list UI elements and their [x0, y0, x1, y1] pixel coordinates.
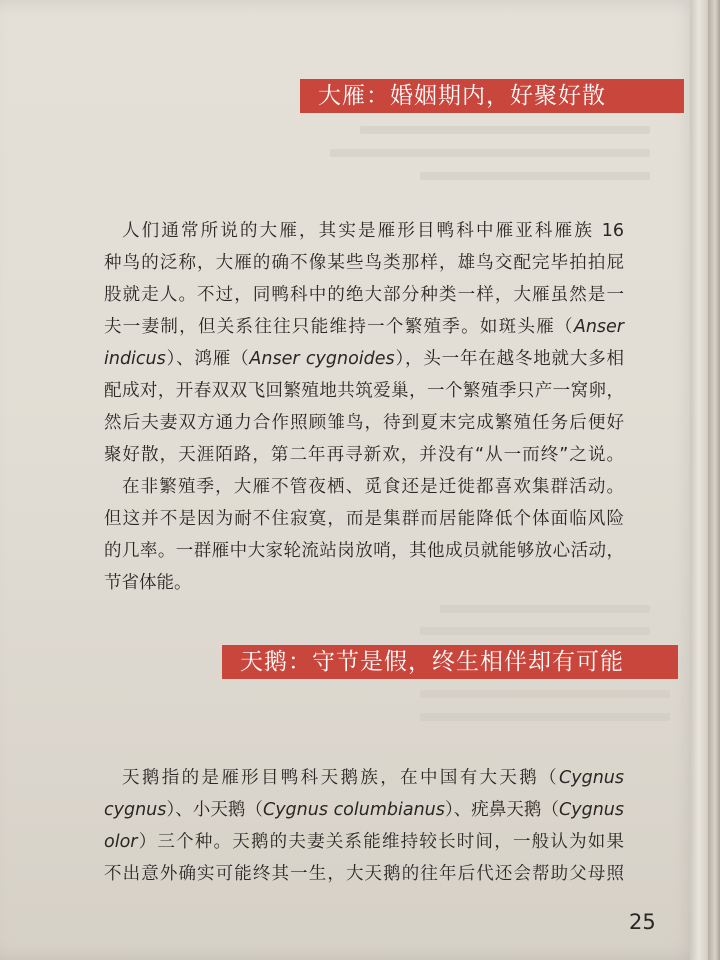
latin-name: Anser cygnoides [249, 349, 395, 369]
section-heading-wild-goose: 大雁：婚姻期内，好聚好散 [300, 79, 684, 113]
show-through-text [440, 605, 650, 613]
paragraph-line [104, 343, 624, 375]
text-run: ）、小天鹅（ [166, 800, 263, 820]
section-heading-swan: 天鹅：守节是假，终生相伴却有可能 [222, 645, 678, 679]
text-run: 天鹅指的是雁形目鸭科天鹅族，在中国有大天鹅（ [122, 768, 560, 788]
text-run: ）、疣鼻天鹅（ [444, 800, 560, 820]
paragraph-line [122, 762, 624, 794]
show-through-text [330, 149, 650, 157]
text-run: ）、鸿雁（ [165, 349, 250, 369]
show-through-text [420, 627, 650, 635]
paragraph-line: 节省体能。 [104, 573, 192, 593]
paragraph-line [104, 826, 624, 858]
show-through-text [420, 713, 670, 721]
latin-name: Cygnus [559, 768, 624, 788]
page-number: 25 [629, 910, 656, 934]
paragraph-line: 股就走人。不过，同鸭科中的绝大部分种类一样，大雁虽然是一 [104, 285, 624, 305]
latin-name: Anser [573, 317, 624, 337]
paragraph-line: 在非繁殖季，大雁不管夜栖、觅食还是迁徙都喜欢集群活动。 [122, 477, 624, 497]
show-through-text [420, 690, 670, 698]
page-edge-shadow [708, 0, 720, 960]
latin-name: Cygnus [559, 800, 624, 820]
paragraph-line: 聚好散，天涯陌路，第二年再寻新欢，并没有“从一而终”之说。 [104, 445, 624, 465]
show-through-text [420, 172, 650, 180]
text-run: ）三个种。天鹅的夫妻关系能维持较长时间，一般认为如果 [137, 832, 624, 852]
latin-name: olor [104, 832, 138, 852]
latin-name: cygnus [104, 800, 167, 820]
show-through-text [360, 126, 650, 134]
text-run: ），头一年在越冬地就大多相 [394, 349, 625, 369]
paragraph-line: 种鸟的泛称，大雁的确不像某些鸟类那样，雄鸟交配完毕拍拍屁 [104, 253, 624, 273]
paragraph-line: 但这并不是因为耐不住寂寞，而是集群而居能降低个体面临风险 [104, 509, 624, 529]
paragraph-line: 配成对，开春双双飞回繁殖地共筑爱巢，一个繁殖季只产一窝卵， [104, 381, 624, 401]
paragraph-line: 的几率。一群雁中大家轮流站岗放哨，其他成员就能够放心活动， [104, 541, 624, 561]
paragraph-line: 然后夫妻双方通力合作照顾雏鸟，待到夏末完成繁殖任务后便好 [104, 413, 624, 433]
paragraph-line [104, 311, 624, 343]
latin-name: Cygnus columbianus [262, 800, 445, 820]
text-run: 夫一妻制，但关系往往只能维持一个繁殖季。如斑头雁（ [104, 317, 574, 337]
paragraph-line: 人们通常所说的大雁，其实是雁形目鸭科中雁亚科雁族 16 [122, 221, 624, 241]
paragraph-line [104, 794, 624, 826]
paragraph-line: 不出意外确实可能终其一生，大天鹅的往年后代还会帮助父母照 [104, 864, 624, 884]
latin-name: indicus [104, 349, 166, 369]
